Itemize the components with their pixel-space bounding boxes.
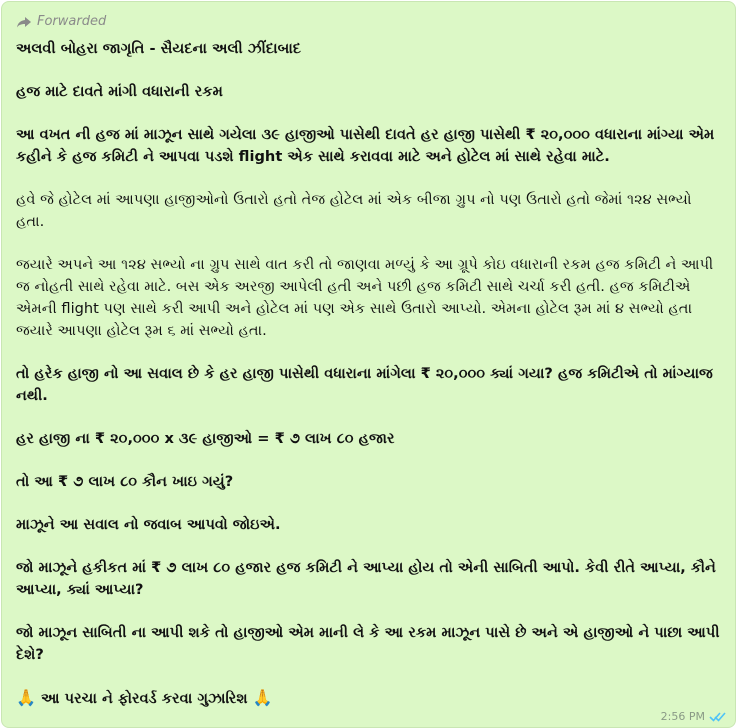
forwarded-indicator xyxy=(16,14,106,29)
message-bubble[interactable] xyxy=(1,1,736,728)
closing-line xyxy=(16,687,721,710)
message-paragraph: જો માઝૂન સાબિતી ના આપી શકે તો હાજીઓ એમ માની લે કે આ રકમ માઝૂન પાસે છે અને એ હાજીઓ ને પાછા આપી દેશે? xyxy=(16,624,720,663)
message-paragraph: તો હરેક હાજી નો આ સવાલ છે કે હર હાજી પાસેથી વધારાના માંગેલા ₹ ૨૦,૦૦૦ ક્યાં ગયા? હજ કમિટીએ તો માંગ્યાજ નથી. xyxy=(16,365,713,404)
message-paragraph: હર હાજી ના ₹ ૨૦,૦૦૦ x ૩૯ હાજીઓ = ₹ ૭ લાખ ૮૦ હજાર xyxy=(16,430,395,447)
message-paragraph: માઝૂને આ સવાલ નો જવાબ આપવો જોઇએ. xyxy=(16,516,281,533)
message-timestamp: 2:56 PM xyxy=(660,710,705,723)
message-paragraph: તો આ ₹ ૭ લાખ ૮૦ કૌન ખાઇ ગયું? xyxy=(16,473,234,490)
message-paragraph: આ વખત ની હજ માં માઝૂન સાથે ગયેલા ૩૯ હાજીઓ પાસેથી દાવતે હર હાજી પાસેથી ₹ ૨૦,૦૦૦ વધારાના માંગ્યા એમ કહીને કે હજ કમિટી ને આપવા પડશે flight એક સાથે કરાવવા માટે અને હોટેલ માં સાથે રહેવા માટે. xyxy=(16,126,715,165)
message-paragraph: જો માઝૂને હકીકત માં ₹ ૭ લાખ ૮૦ હજાર હજ કમિટી ને આપ્યા હોય તો એની સાબિતી આપો. કેવી રીતે આપ્યા, કૌને આપ્યા, ક્યાં આપ્યા? xyxy=(16,559,716,598)
message-paragraph: હવે જે હોટેલ માં આપણા હાજીઓનો ઉતારો હતો તેજ હોટેલ માં એક બીજા ગ્રુપ નો પણ ઉતારો હતો જેમાં ૧૨૪ સભ્યો હતા. xyxy=(16,191,692,230)
forwarded-label: Forwarded xyxy=(37,14,107,29)
closing-text: આ પરચા ને ફોરવર્ડ કરવા ગુઝારિશ xyxy=(41,690,248,707)
folded-hands-emoji: 🙏 xyxy=(16,688,36,707)
folded-hands-emoji: 🙏 xyxy=(252,688,273,707)
message-paragraph: હજ માટે દાવતે માંગી વધારાની રકમ xyxy=(16,83,223,100)
message-text xyxy=(16,38,721,728)
double-check-read-icon xyxy=(709,711,727,722)
message-paragraph: જયારે અપને આ ૧૨૪ સભ્યો ના ગ્રુપ સાથે વાત કરી તો જાણવા મળ્યું કે આ ગ્રૂપે કોઇ વધારાની રકમ હજ કમિટી ને આપી જ નોહતી સાથે રહેવા માટે. બસ એક અરજી આપેલી હતી અને પછી હજ કમિટી સાથે ચર્ચા કરી હતી. હજ કમિટીએ એમની flight પણ સાથે કરી આપી અને હોટેલ માં પણ એક સાથે ઉતારો આપ્યો. એમના હોટેલ રૂમ માં ૪ સભ્યો હતા જયારે આપણા હોટેલ રૂમ ૬ માં સભ્યો હતા. xyxy=(16,256,714,339)
message-paragraph: અલવી બોહરા જાગૃતિ - સૈયદના અલી ઝીંદાબાદ xyxy=(16,40,302,57)
message-meta xyxy=(661,710,727,723)
forward-arrow-icon xyxy=(16,16,32,28)
